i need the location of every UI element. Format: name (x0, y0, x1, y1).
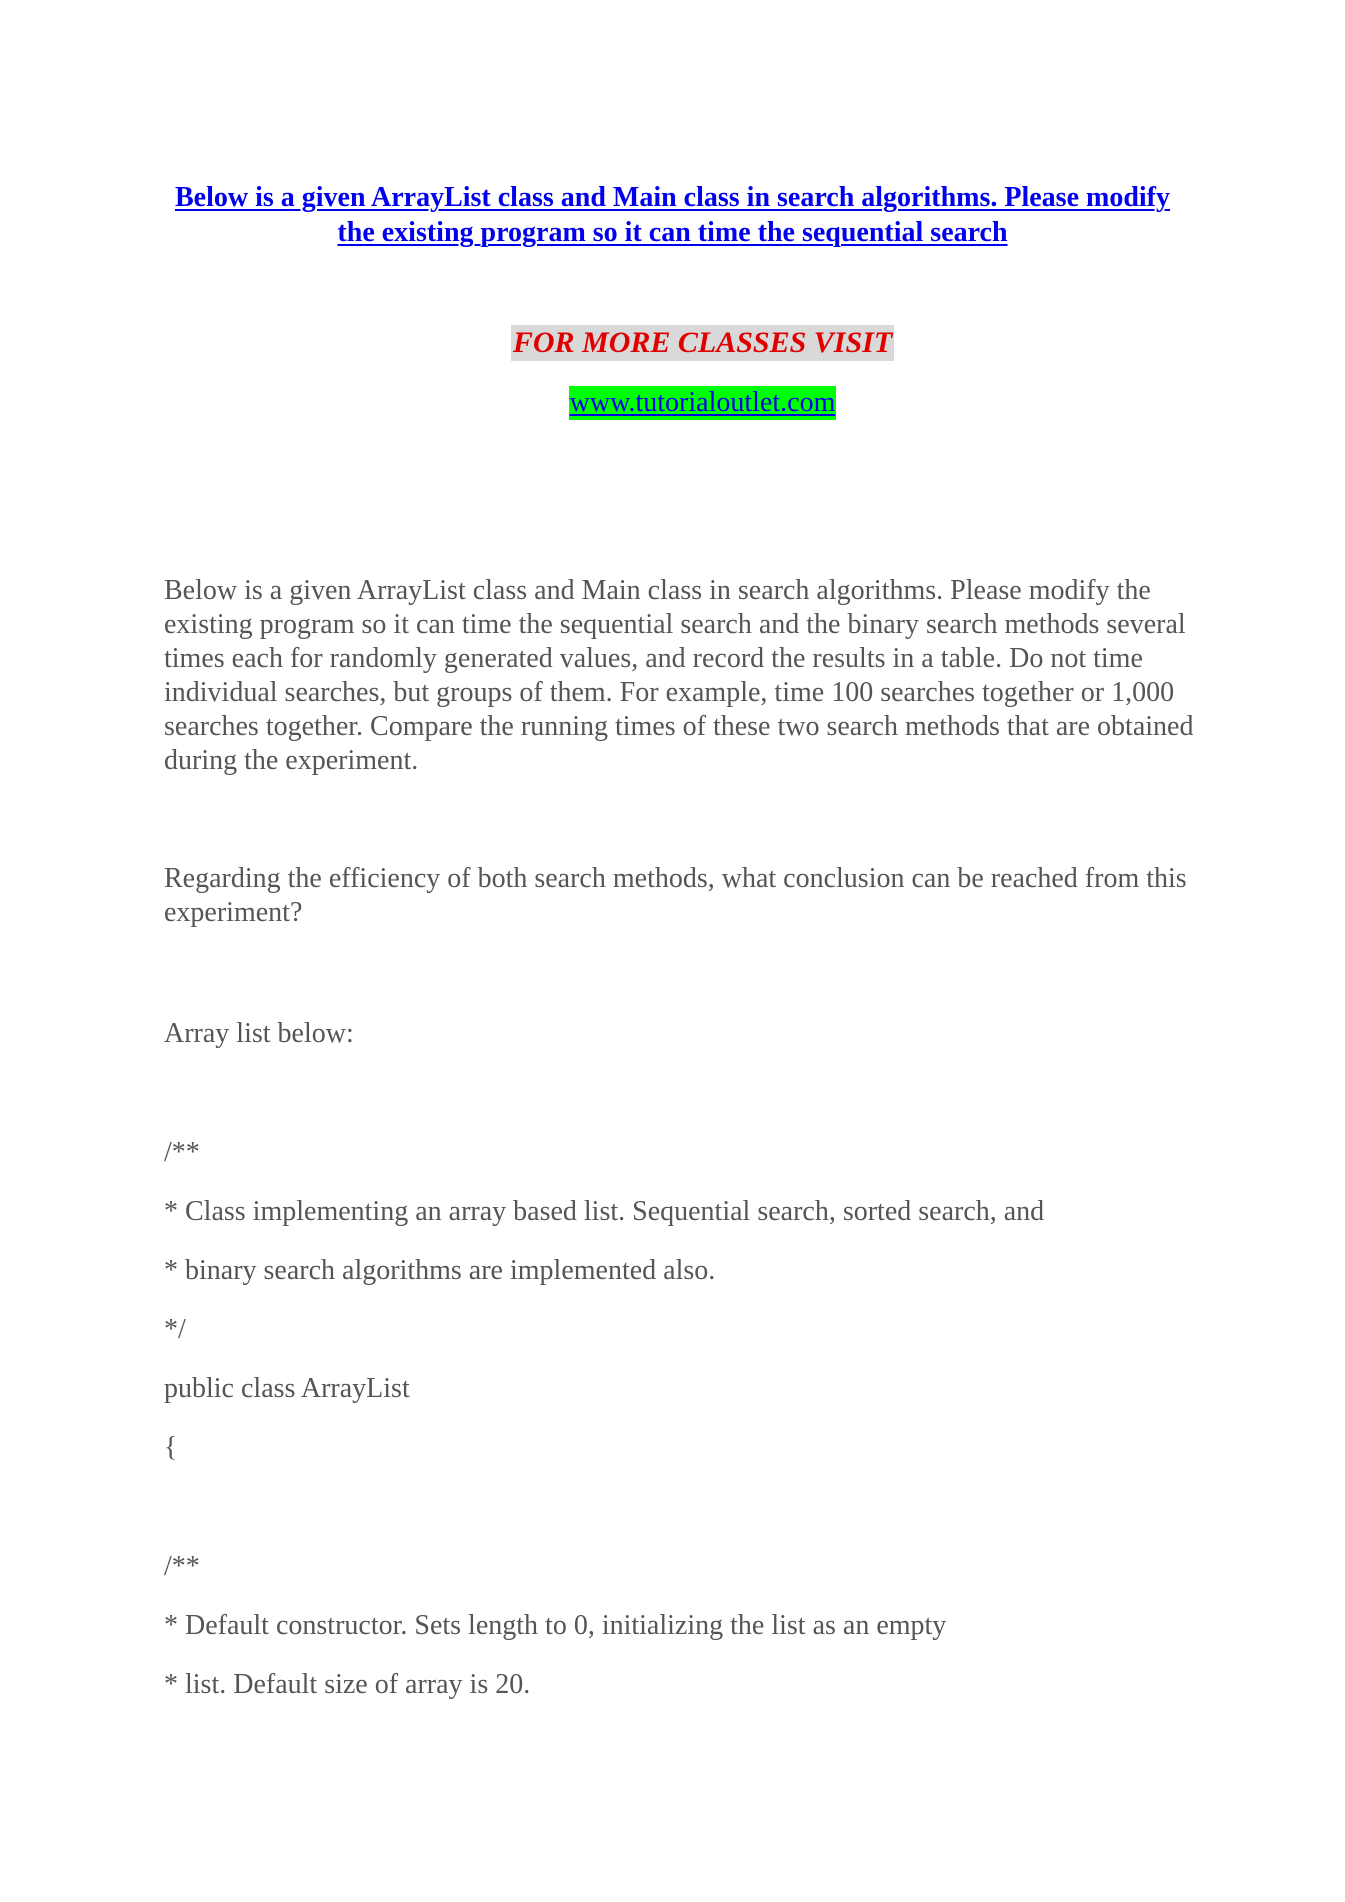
paragraph-array-list-heading: Array list below: (164, 1018, 354, 1049)
paragraph-question: Regarding the efficiency of both search methods, what conclusion can be reached from this experiment? (164, 863, 1187, 928)
code-line: public class ArrayList (164, 1373, 410, 1404)
promo-banner (160, 325, 1245, 361)
code-line: { (164, 1432, 178, 1463)
promo-url-container (160, 386, 1245, 420)
code-line: * list. Default size of array is 20. (164, 1669, 531, 1700)
code-line: /** (164, 1551, 200, 1582)
paragraph-instructions: Below is a given ArrayList class and Main class in search algorithms. Please modify the existing program so it can time the sequential search and the binary search methods several times each for randomly generated values, and record the results in a table. Do not time individual searches, but groups of them. For example, time 100 searches together or 1,000 searches together. Compare the running times of these two search methods that are obtained during the experiment. (164, 575, 1194, 776)
code-line: * Default constructor. Sets length to 0, initializing the list as an empty (164, 1610, 947, 1641)
code-line: */ (164, 1314, 186, 1345)
promo-text: FOR MORE CLASSES VISIT (512, 326, 893, 359)
promo-url-link[interactable]: www.tutorialoutlet.com (569, 387, 836, 418)
code-line: * binary search algorithms are implemented also. (164, 1255, 716, 1286)
document-title-link[interactable]: Below is a given ArrayList class and Main class in search algorithms. Please modify the existing program so it can time the sequential search (174, 182, 1171, 248)
code-line: /** (164, 1137, 200, 1168)
code-line: * Class implementing an array based list. Sequential search, sorted search, and (164, 1196, 1045, 1227)
